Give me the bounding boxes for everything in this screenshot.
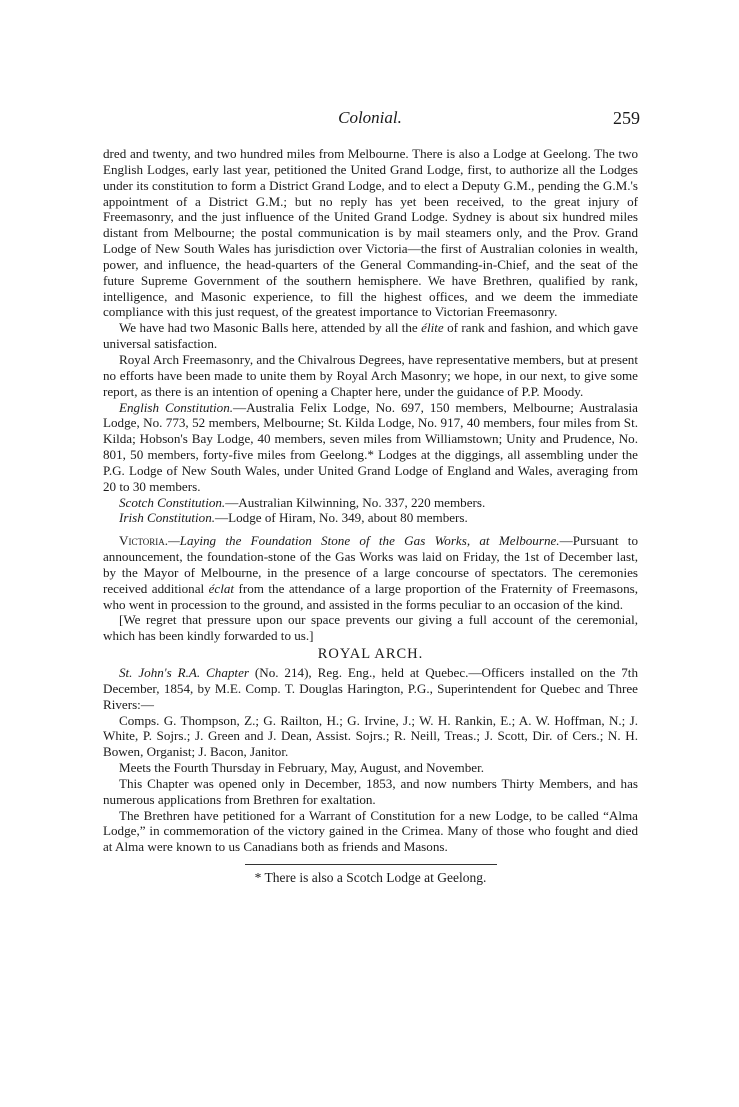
chapter-name: St. John's R.A. Chapter — [119, 665, 249, 680]
gas-works-text-end: from the attendance of a large proportion of the Fraternity of Freemasons, who went in procession to the ground, and assisted in the forms peculiar to an occasion of the kind. — [103, 580, 638, 612]
english-constitution-text: —Australia Felix Lodge, No. 697, 150 members, Melbourne; Australasia Lodge, No. 773, 52 members, Melbourne; St. Kilda Lodge, No. 917, 40 members, four miles from St. Kilda; Hobson's Bay Lodge, 40 members, seven miles from Williamstown; Unity and Prudence, No. 801, 50 members, forty-five miles from Geelong.* Lodges at the diggings, all assembling under the P.G. Lodge of New South Wales, under United Grand Lodge of England and Wales, averaging from 20 to 30 members. — [103, 399, 638, 494]
paragraph-st-johns-chapter — [103, 665, 638, 713]
paragraph-alma-lodge: The Brethren have petitioned for a Warrant of Constitution for a new Lodge, to be called “Alma Lodge,” in commemoration of the victory gained in the Crimea. Many of those who fought and died at Alma were known to us Canadians both as friends and Masons. — [103, 807, 638, 855]
paragraph-melbourne-lodges: dred and twenty, and two hundred miles from Melbourne. There is also a Lodge at Geelong. The two English Lodges, early last year, petitioned the United Grand Lodge, first, to authorize all the Lodges under its constitution to form a District Grand Lodge, and to elect a Deputy G.M., pending the G.M.'s appointment of a District G.M.; but no reply has yet been received, to the great injury of Freemasonry, and the just influence of the United Grand Lodge. Sydney is about six hundred miles distant from Melbourne; the postal communication is by mail steamers only, and the Prov. Grand Lodge of New South Wales has jurisdiction over Victoria—the first of Australian colonies in wealth, power, and influence, the head-quarters of the General Commanding-in-Chief, and the seat of the future Supreme Government of the southern hemisphere. We have Brethren, qualified by rank, intelligence, and Masonic experience, to fill the highest offices, and we deem the immediate compliance with this just request, of the greatest importance to Victorian Freemasonry. — [103, 146, 638, 320]
irish-constitution-label: Irish Constitution. — [119, 510, 216, 526]
paragraph-masonic-balls — [103, 320, 638, 352]
page-header — [100, 108, 640, 132]
paragraph-irish-constitution — [103, 510, 638, 526]
page-body — [103, 146, 638, 886]
paragraph-meeting-days: Meets the Fourth Thursday in February, May, August, and November. — [119, 760, 484, 776]
footnote: * There is also a Scotch Lodge at Geelong. — [254, 870, 487, 886]
irish-constitution-text: —Lodge of Hiram, No. 349, about 80 members. — [215, 510, 468, 526]
paragraph-victoria-gas-works — [103, 533, 638, 612]
paragraph-editor-note: [We regret that pressure upon our space prevents our giving a full account of the ceremonial, which has been kindly forwarded to us.] — [103, 612, 638, 644]
paragraph-chapter-members: This Chapter was opened only in December, 1853, and now numbers Thirty Members, and has numerous applications from Brethren for exaltation. — [103, 775, 638, 807]
scotch-constitution-label: Scotch Constitution. — [119, 494, 226, 510]
chapter-text: (No. 214), Reg. Eng., held at Quebec.—Officers installed on the 7th December, 1854, by M.E. Comp. T. Douglas Harington, P.G., Superintendent for Quebec and Three Rivers:— — [103, 665, 638, 712]
eclat-word: éclat — [208, 580, 235, 596]
footnote-rule — [245, 864, 497, 865]
balls-rest: of rank and fashion, and which gave universal satisfaction. — [103, 320, 639, 352]
english-constitution-label: English Constitution. — [119, 399, 234, 415]
gas-works-text: —Pursuant to announcement, the foundation-stone of the Gas Works was laid on Friday, the 1st of December last, by the Mayor of Melbourne, in the presence of a large concourse of spectators. The ceremonies received additional — [103, 533, 638, 596]
scotch-constitution-text: —Australian Kilwinning, No. 337, 220 members. — [225, 494, 486, 510]
victoria-label: Victoria. — [119, 533, 169, 549]
gas-works-title: —Laying the Foundation Stone of the Gas Works, at Melbourne. — [168, 533, 560, 549]
section-heading-royal-arch: ROYAL ARCH. — [317, 646, 424, 663]
paragraph-royal-arch-freemasonry: Royal Arch Freemasonry, and the Chivalrous Degrees, have representative members, but at present no efforts have been made to unite them by Royal Arch Masonry; we hope, in our next, to give some report, as there is an intention of opening a Chapter here, under the guidance of P.P. Moody. — [103, 351, 638, 399]
paragraph-officers-list: Comps. G. Thompson, Z.; G. Railton, H.; G. Irvine, J.; W. H. Rankin, E.; A. W. Hoffman, N.; J. White, P. Sojrs.; J. Green and J. Dean, Assist. Sojrs.; R. Neill, Treas.; J. Scott, Dir. of Cers.; N. H. Bowen, Organist; J. Bacon, Janitor. — [103, 712, 638, 760]
paragraph-english-constitution — [103, 400, 638, 495]
balls-text: We have had two Masonic Balls here, attended by all the — [119, 320, 422, 336]
paragraph-scotch-constitution — [103, 495, 638, 511]
elite-word: élite — [421, 320, 444, 336]
running-head: Colonial. — [338, 108, 402, 127]
page-number: 259 — [613, 108, 640, 128]
